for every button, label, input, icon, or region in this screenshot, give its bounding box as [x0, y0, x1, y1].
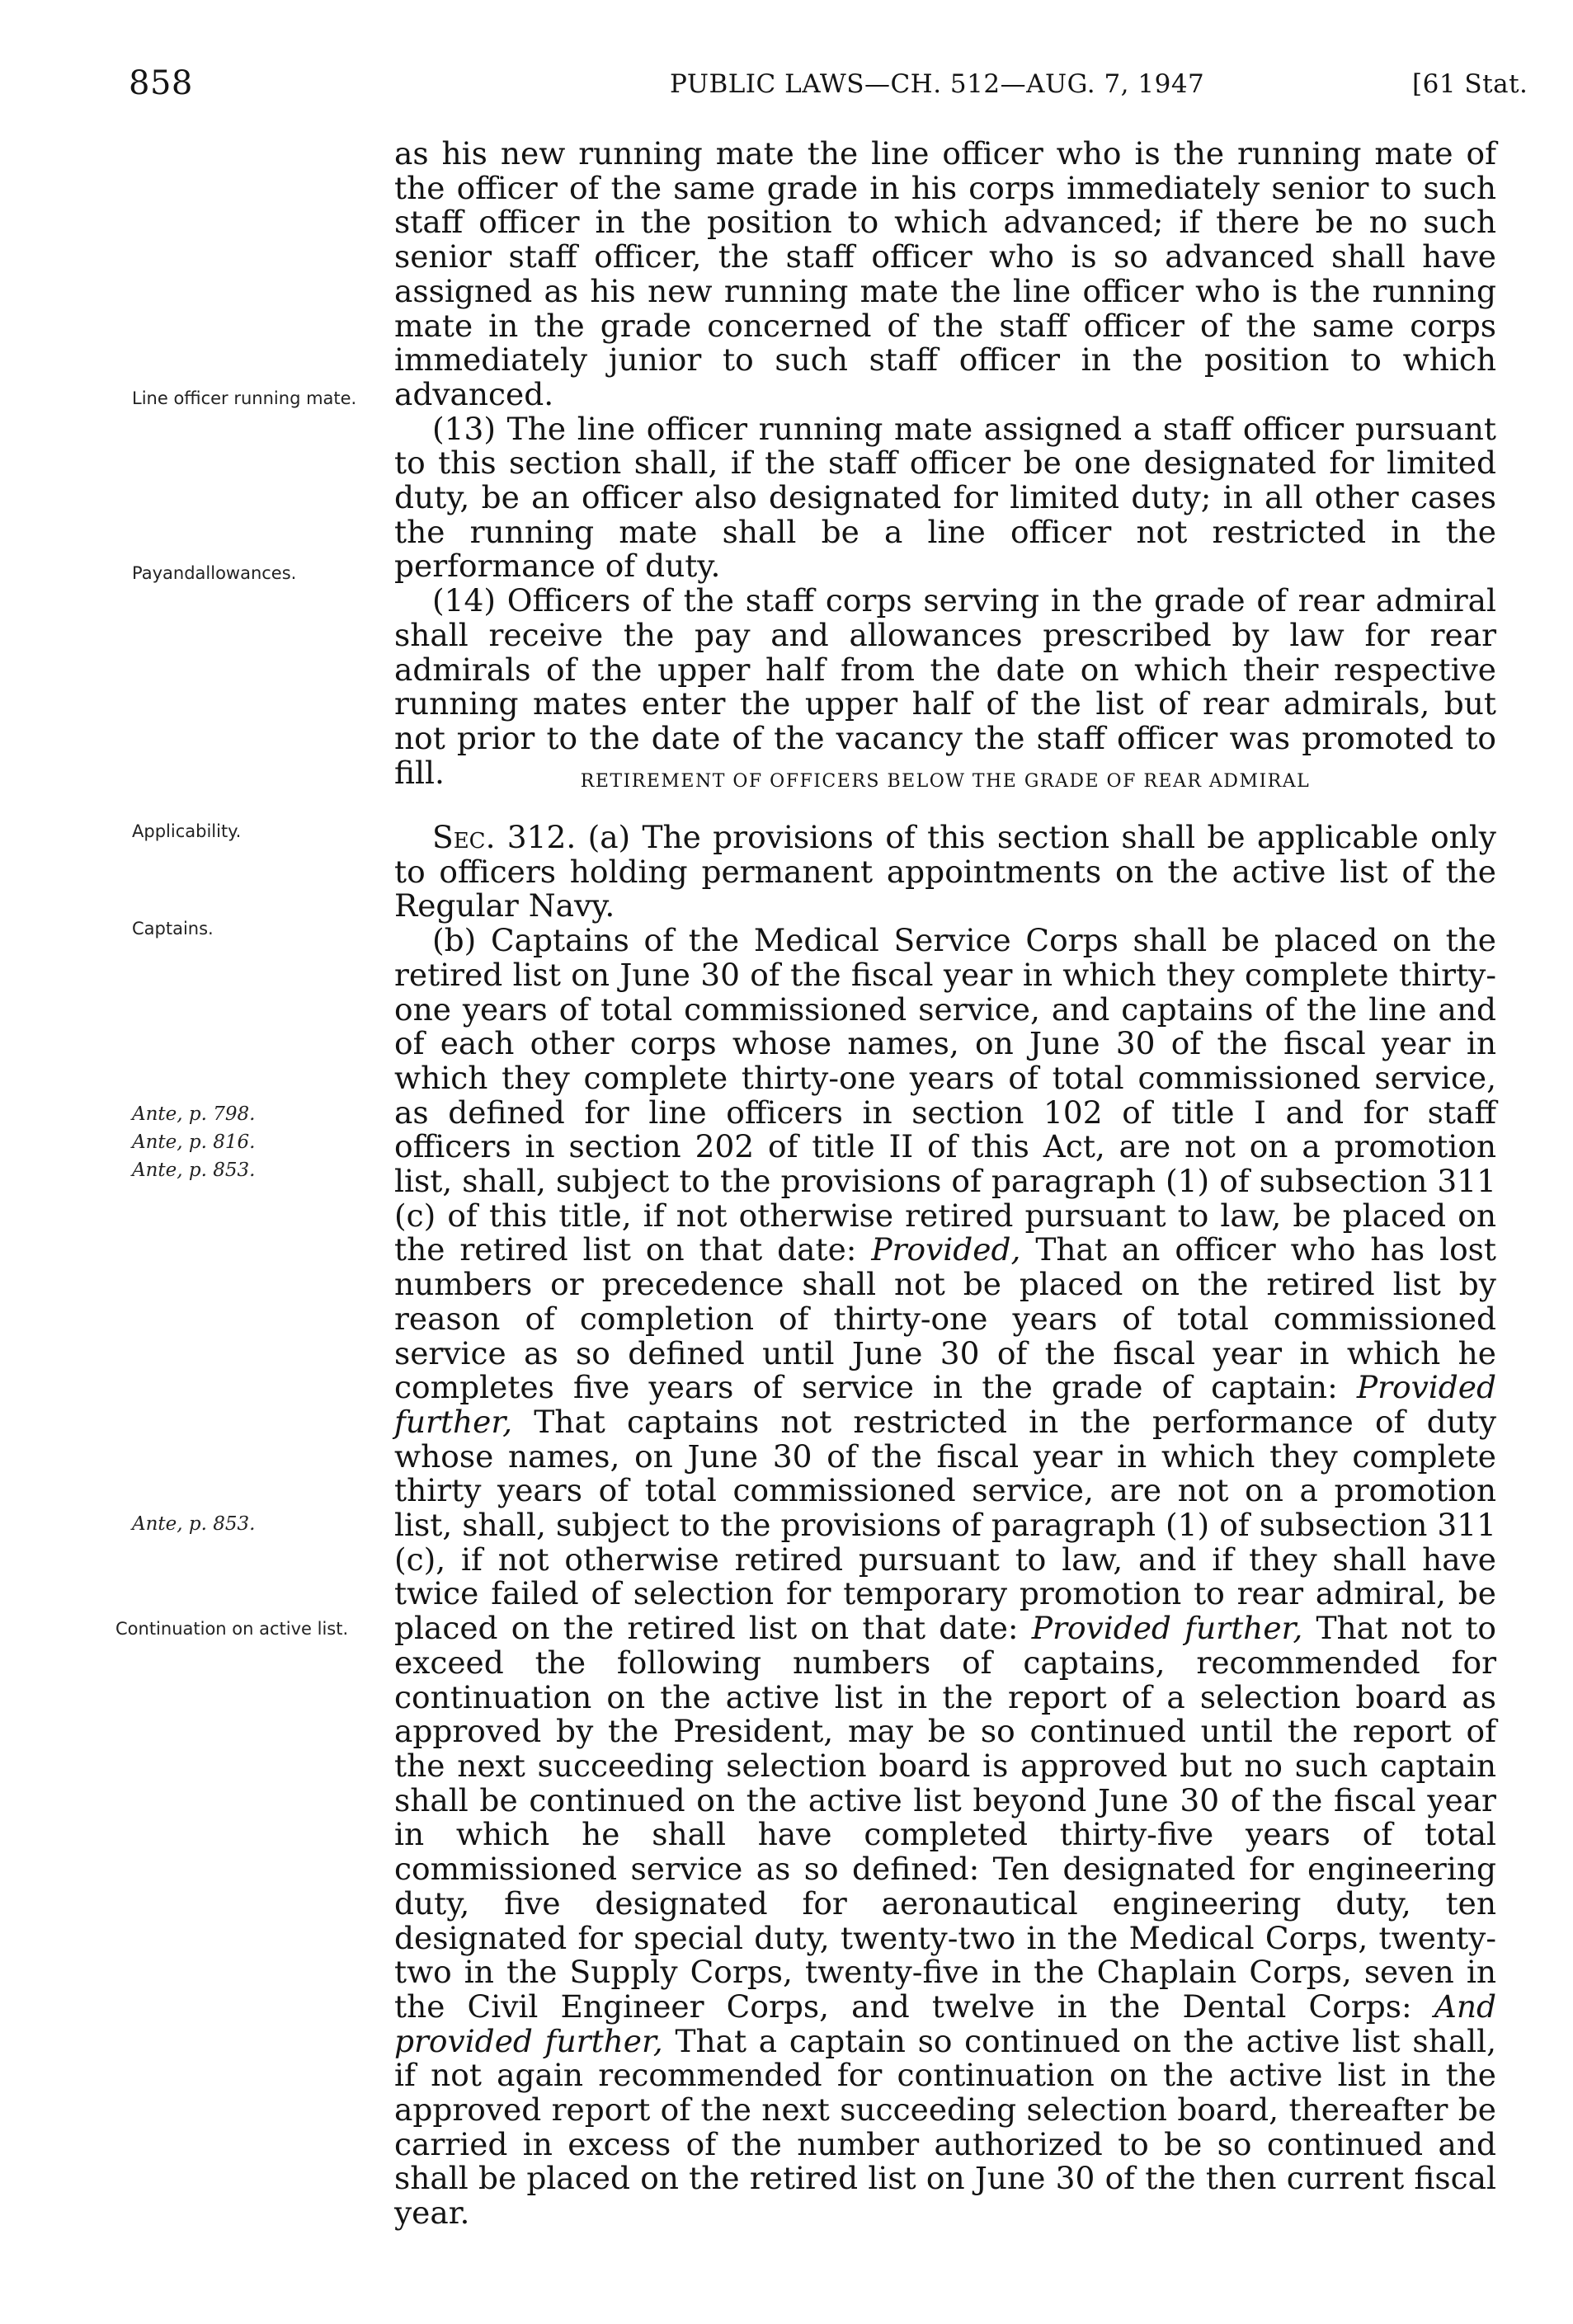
margin-note-ante-853-second: Ante, p. 853.: [132, 1513, 256, 1535]
margin-note-pay: Payandallowances.: [132, 563, 297, 583]
upper-text-block: [394, 137, 1496, 790]
paragraph-continuation: as his new running mate the line officer who is the running mate of the officer of the same grade in his corps immediately senior to such staff officer in the position to which advanced; if there be no such senior staff officer, the staff officer who is so advanced shall have assigned as his new running mate the line officer who is the running mate in the grade concerned of the staff officer of the same corps immediately junior to such staff officer in the position to which advanced.: [394, 135, 1496, 412]
paragraph-14: (14) Officers of the staff corps serving in the grade of rear admiral shall receive the pay and allowances prescribed by law for rear admirals of the upper half from the date on which their respective running mates enter the upper half of the list of rear admirals, but not prior to the date of the vacancy the staff officer was promoted to fill.: [394, 582, 1496, 791]
section-heading: RETIREMENT OF OFFICERS BELOW THE GRADE OF REAR ADMIRAL: [580, 771, 1311, 792]
proviso-1: Provided,: [871, 1231, 1021, 1268]
margin-note-line-officer: Line officer running mate.: [132, 388, 357, 408]
subsection-b-part-5: That a captain so continued on the active list shall, if not again recommended for continuation on the active list in the approved report of the next succeeding selection board, thereafter be carried in excess of the number authorized to be so continued and shall be placed on the retired list on June 30 of the then current fiscal year.: [394, 2022, 1497, 2232]
proviso-3: Provided further,: [1031, 1610, 1303, 1647]
margin-note-ante-798: Ante, p. 798.: [132, 1103, 256, 1125]
proviso-2: Provided further,: [394, 1369, 1496, 1440]
subsection-b-part-1: (b) Captains of the Medical Service Corps shall be placed on the retired list on June 30 of the fiscal year in which they complete thirty-one years of total commissioned service, and captains of the line and of each other corps whose names, on June 30 of the fiscal year in which they complete thirty-one years of total commissioned service, as defined for line officers in section 102 of title I and for staff officers in section 202 of title II of this Act, are not on a promotion list, shall, subject to the provisions of paragraph (1) of subsection 311 (c) of this title, if not otherwise retired pursuant to law, be placed on the retired list on that date:: [394, 922, 1496, 1268]
margin-note-continuation: Continuation on active list.: [115, 1619, 349, 1639]
subsection-b-part-4: That not to exceed the following numbers of captains, recommended for continuation on the active list in the report of a selection board as approved by the President, may be so continued until the report of the next succeeding selection board is approved but no such captain shall be continued on the active list beyond June 30 of the fiscal year in which he shall have completed thirty-five years of total commissioned service as so defined: Ten designated for engineering duty, five designated for aeronautical engineering duty, ten designated for special duty, twenty-two in the Medical Corps, twenty-two in the Supply Corps, twenty-five in the Chaplain Corps, seven in the Civil Engineer Corps, and twelve in the Dental Corps:: [394, 1610, 1496, 2025]
statute-reference: [61 Stat.: [1412, 69, 1528, 99]
section-label: Sec.: [432, 819, 496, 855]
section-312-a: [394, 821, 1496, 924]
page-number: 858: [129, 64, 193, 102]
subsection-b-part-3: That captains not restricted in the performance of duty whose names, on June 30 of the fiscal year in which they complete thirty years of total commissioned service, are not on a promotion list, shall, subject to the provisions of paragraph (1) of subsection 311 (c), if not otherwise retired pursuant to law, and if they shall have twice failed of selection for temporary promotion to rear admiral, be placed on the retired list on that date:: [394, 1403, 1496, 1647]
paragraph-13: (13) The line officer running mate assigned a staff officer pursuant to this section shall, if the staff officer be one designated for limited duty, be an officer also designated for limited duty; in all other cases the running mate shall be a line officer not restricted in the performance of duty.: [394, 410, 1496, 585]
proviso-4: And provided further,: [394, 1988, 1496, 2059]
margin-note-ante-816: Ante, p. 816.: [132, 1131, 256, 1153]
margin-note-captains: Captains.: [132, 919, 214, 939]
margin-note-ante-853: Ante, p. 853.: [132, 1160, 256, 1181]
margin-note-applicability: Applicability.: [132, 821, 242, 841]
subsection-b: [394, 924, 1496, 2231]
running-head: PUBLIC LAWS—CH. 512—AUG. 7, 1947: [670, 69, 1205, 99]
section-312-a-text: 312. (a) The provisions of this section shall be applicable only to officers holding permanent appointments on the active list of the Regular Navy.: [394, 819, 1496, 924]
lower-text-block: [394, 821, 1496, 2231]
subsection-b-part-2: That an officer who has lost numbers or precedence shall not be placed on the retired list by reason of completion of thirty-one years of total commissioned service as so defined until June 30 of the fiscal year in which he completes five years of service in the grade of captain:: [394, 1231, 1496, 1406]
